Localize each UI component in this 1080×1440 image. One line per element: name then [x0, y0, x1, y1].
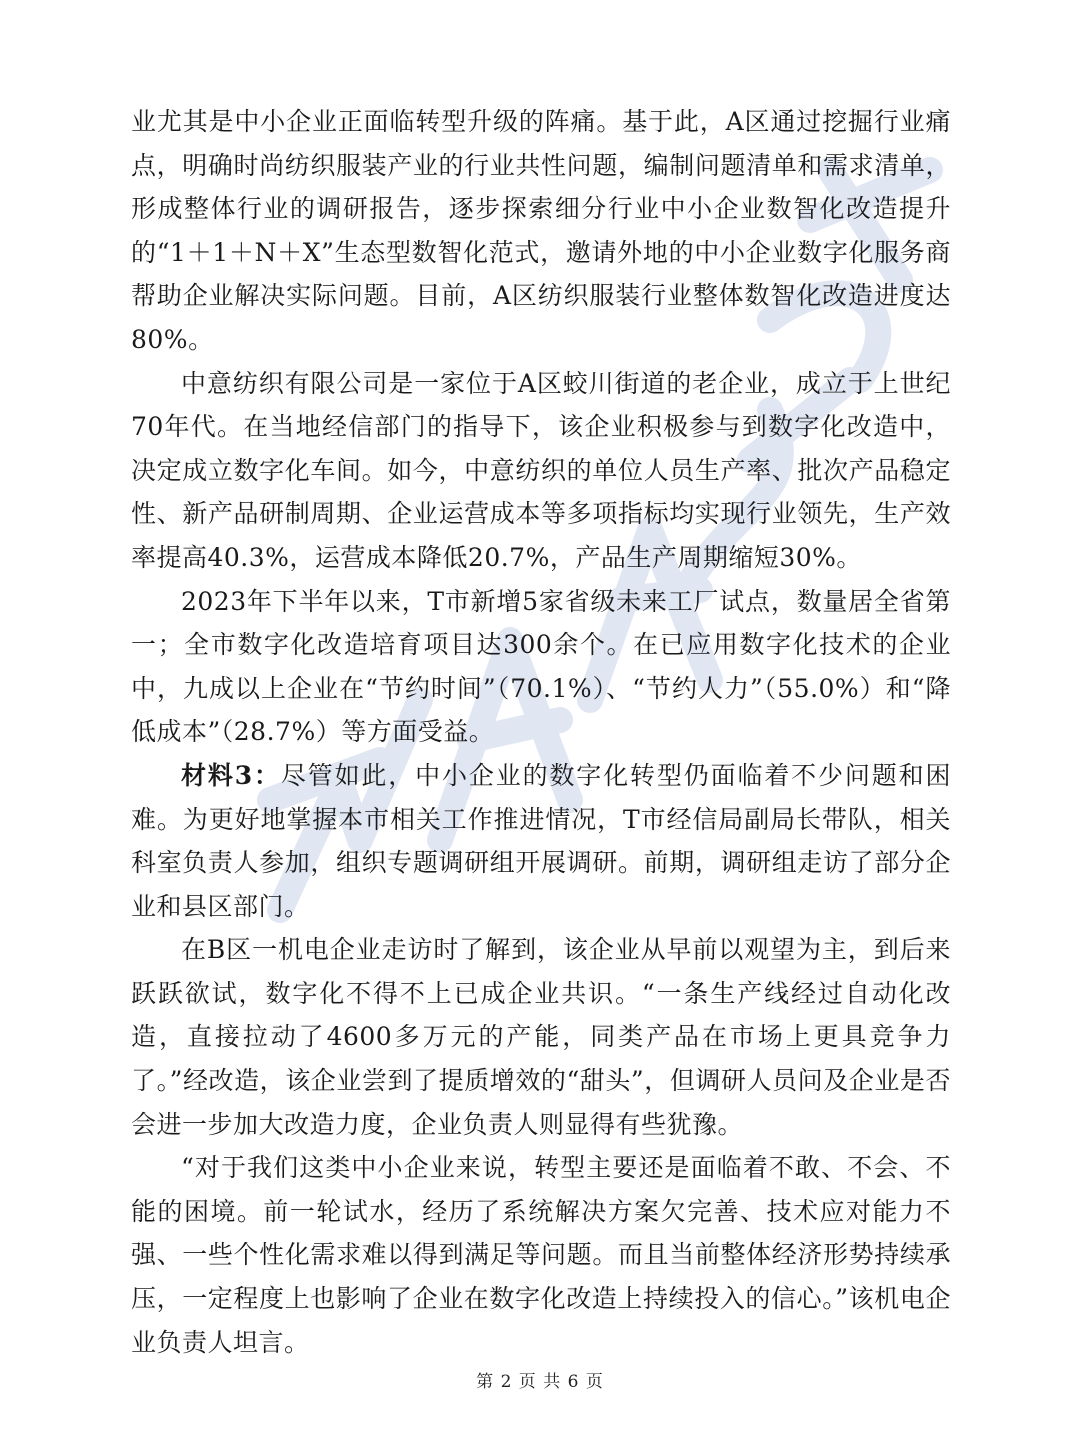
paragraph-text: 尽管如此，中小企业的数字化转型仍面临着不少问题和困难。为更好地掌握本市相关工作推进情况，T市经信局副局长带队，相关科室负责人参加，组织专题调研组开展调研。前期，调研组走访了部分企业和县区部门。 [131, 760, 951, 921]
paragraph-4 [131, 754, 951, 928]
paragraph-text: 中意纺织有限公司是一家位于A区蛟川街道的老企业，成立于上世纪70年代。在当地经信部门的指导下，该企业积极参与到数字化改造中，决定成立数字化车间。如今，中意纺织的单位人员生产率、批次产品稳定性、新产品研制周期、企业运营成本等多项指标均实现行业领先，生产效率提高40.3%，运营成本降低20.7%，产品生产周期缩短30%。 [131, 368, 951, 572]
page-number-footer: 第 2 页 共 6 页 [476, 1372, 604, 1392]
paragraph-text: 业尤其是中小企业正面临转型升级的阵痛。基于此，A区通过挖掘行业痛点，明确时尚纺织服装产业的行业共性问题，编制问题清单和需求清单，形成整体行业的调研报告，逐步探索细分行业中小企业数智化改造提升的“1＋1＋N＋X”生态型数智化范式，邀请外地的中小企业数字化服务商帮助企业解决实际问题。目前，A区纺织服装行业整体数智化改造进度达80%。 [131, 107, 951, 354]
paragraph-text: 2023年下半年以来，T市新增5家省级未来工厂试点，数量居全省第一；全市数字化改造培育项目达300余个。在已应用数字化技术的企业中，九成以上企业在“节约时间”（70.1%）、“节约人力”（55.0%）和“降低成本”（28.7%）等方面受益。 [131, 586, 951, 747]
document-body [131, 100, 951, 1364]
paragraph-1 [131, 100, 951, 362]
material-label: 材料3： [181, 760, 281, 790]
paragraph-5 [131, 928, 951, 1146]
paragraph-text: 在B区一机电企业走访时了解到，该企业从早前以观望为主，到后来跃跃欲试，数字化不得不上已成企业共识。“一条生产线经过自动化改造，直接拉动了4600多万元的产能，同类产品在市场上更具竞争力了。”经改造，该企业尝到了提质增效的“甜头”，但调研人员问及企业是否会进一步加大改造力度，企业负责人则显得有些犹豫。 [131, 935, 951, 1139]
paragraph-3 [131, 580, 951, 754]
paragraph-2 [131, 362, 951, 580]
paragraph-text: “对于我们这类中小企业来说，转型主要还是面临着不敢、不会、不能的困境。前一轮试水，经历了系统解决方案欠完善、技术应对能力不强、一些个性化需求难以得到满足等问题。而且当前整体经济形势持续承压，一定程度上也影响了企业在数字化改造上持续投入的信心。”该机电企业负责人坦言。 [131, 1153, 951, 1357]
paragraph-6 [131, 1146, 951, 1364]
